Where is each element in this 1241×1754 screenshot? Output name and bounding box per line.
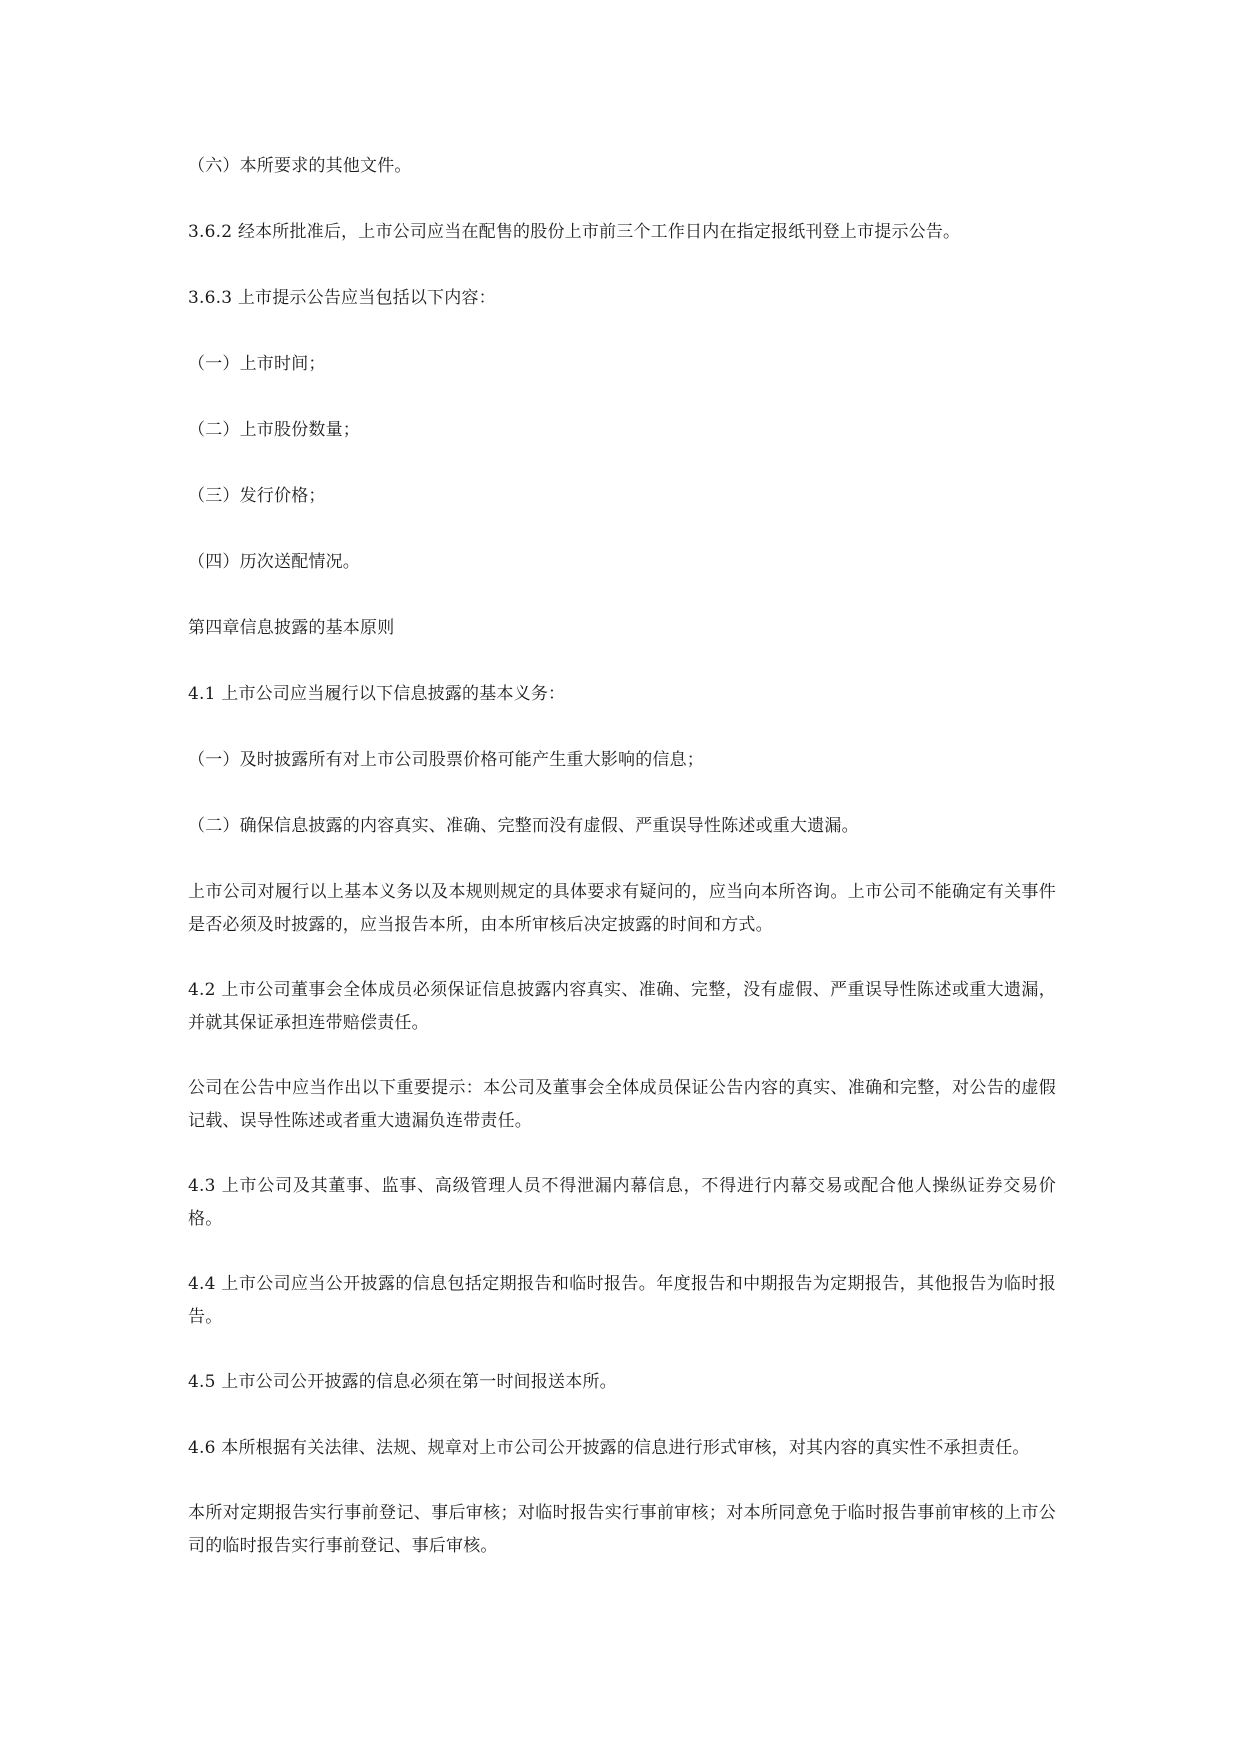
list-item-listing-time: （一）上市时间； <box>188 354 326 374</box>
clause-3-6-2: 3.6.2 经本所批准后，上市公司应当在配售的股份上市前三个工作日内在指定报纸刊登上市提示公告。 <box>188 222 961 242</box>
list-item-accurate-disclosure: （二）确保信息披露的内容真实、准确、完整而没有虚假、严重误导性陈述或重大遗漏。 <box>188 816 859 836</box>
clause-4-3: 4.3 上市公司及其董事、监事、高级管理人员不得泄漏内幕信息，不得进行内幕交易或配合他人操纵证券交易价格。 <box>188 1176 1056 1229</box>
paragraph-item-6: （六）本所要求的其他文件。 <box>188 156 412 176</box>
paragraph-consultation: 上市公司对履行以上基本义务以及本规则规定的具体要求有疑问的，应当向本所咨询。上市公司不能确定有关事件是否必须及时披露的，应当报告本所，由本所审核后决定披露的时间和方式。 <box>188 882 1056 935</box>
clause-4-2: 4.2 上市公司董事会全体成员必须保证信息披露内容真实、准确、完整，没有虚假、严重误导性陈述或重大遗漏，并就其保证承担连带赔偿责任。 <box>188 980 1056 1033</box>
paragraph-review-procedure: 本所对定期报告实行事前登记、事后审核；对临时报告实行事前审核；对本所同意免于临时报告事前审核的上市公司的临时报告实行事前登记、事后审核。 <box>188 1503 1056 1556</box>
chapter-heading: 第四章信息披露的基本原则 <box>188 618 395 638</box>
clause-4-4: 4.4 上市公司应当公开披露的信息包括定期报告和临时报告。年度报告和中期报告为定期报告，其他报告为临时报告。 <box>188 1274 1056 1327</box>
document-body <box>188 150 1056 1595</box>
clause-4-1: 4.1 上市公司应当履行以下信息披露的基本义务： <box>188 684 566 704</box>
list-item-issue-price: （三）发行价格； <box>188 486 326 506</box>
list-item-distribution-history: （四）历次送配情况。 <box>188 552 360 572</box>
list-item-listing-quantity: （二）上市股份数量； <box>188 420 360 440</box>
list-item-timely-disclosure: （一）及时披露所有对上市公司股票价格可能产生重大影响的信息； <box>188 750 704 770</box>
clause-4-6: 4.6 本所根据有关法律、法规、规章对上市公司公开披露的信息进行形式审核，对其内容的真实性不承担责任。 <box>188 1438 1030 1458</box>
clause-3-6-3: 3.6.3 上市提示公告应当包括以下内容： <box>188 288 496 308</box>
paragraph-important-notice: 公司在公告中应当作出以下重要提示：本公司及董事会全体成员保证公告内容的真实、准确和完整，对公告的虚假记载、误导性陈述或者重大遗漏负连带责任。 <box>188 1078 1056 1131</box>
clause-4-5: 4.5 上市公司公开披露的信息必须在第一时间报送本所。 <box>188 1372 617 1392</box>
